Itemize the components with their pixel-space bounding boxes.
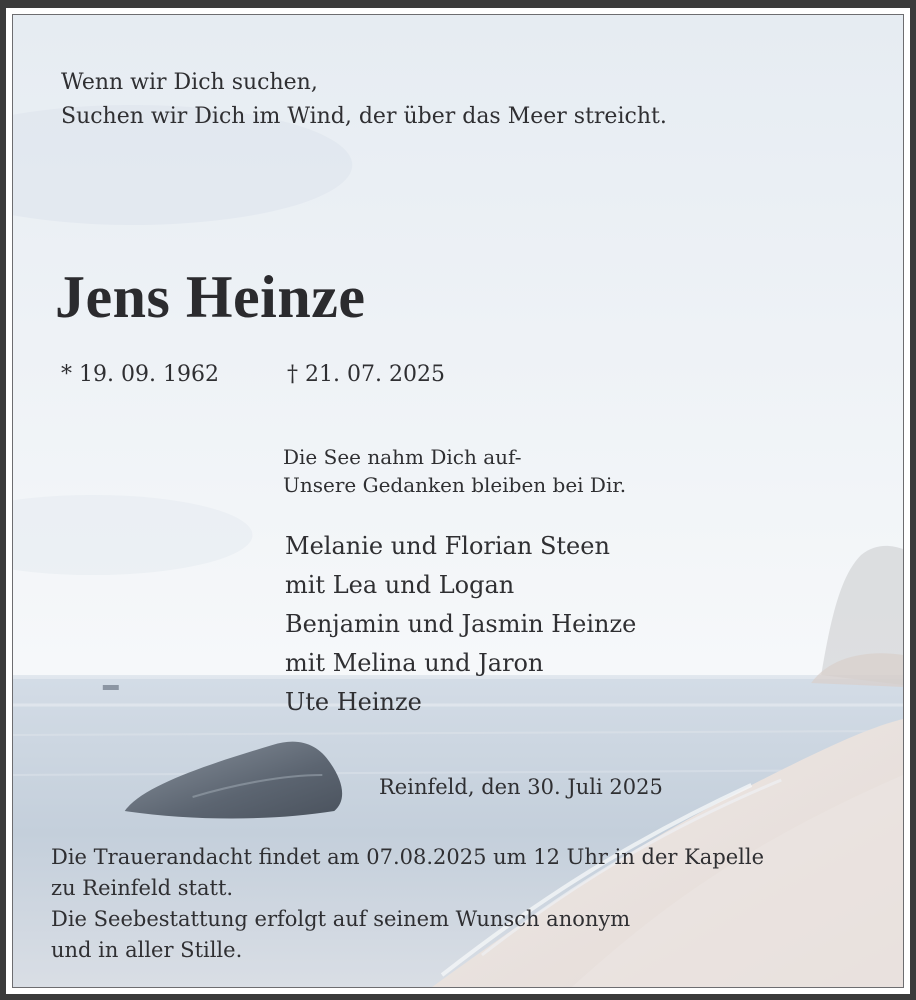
birth-date: * 19. 09. 1962 xyxy=(61,362,219,387)
mourner-entry: Melanie und Florian Steen xyxy=(285,532,610,560)
notice-line: und in aller Stille. xyxy=(51,938,243,962)
deceased-name: Jens Heinze xyxy=(55,264,366,330)
notice-line: zu Reinfeld statt. xyxy=(51,876,234,900)
mourner-entry: Ute Heinze xyxy=(285,688,422,716)
place-and-date: Reinfeld, den 30. Juli 2025 xyxy=(379,775,663,799)
mourner-entry: mit Lea und Logan xyxy=(285,571,515,599)
notice-line: Die Seebestattung erfolgt auf seinem Wunsch anonym xyxy=(51,907,631,931)
mourner-entry: Benjamin und Jasmin Heinze xyxy=(285,610,637,638)
notice-line: Die Trauerandacht findet am 07.08.2025 um 12 Uhr in der Kapelle xyxy=(51,845,765,869)
obituary-frame xyxy=(6,8,910,994)
mourners-list xyxy=(285,527,636,722)
motto-line: Wenn wir Dich suchen, xyxy=(61,70,318,95)
death-date: † 21. 07. 2025 xyxy=(287,362,445,387)
motto-line: Suchen wir Dich im Wind, der über das Meer streicht. xyxy=(61,104,667,129)
epitaph-line: Die See nahm Dich auf- xyxy=(283,445,522,469)
obituary-card xyxy=(12,14,904,988)
epitaph-line: Unsere Gedanken bleiben bei Dir. xyxy=(283,473,627,497)
motto-verse xyxy=(61,66,667,134)
mourner-entry: mit Melina und Jaron xyxy=(285,649,544,677)
epitaph xyxy=(283,443,626,499)
funeral-notice xyxy=(51,842,764,966)
